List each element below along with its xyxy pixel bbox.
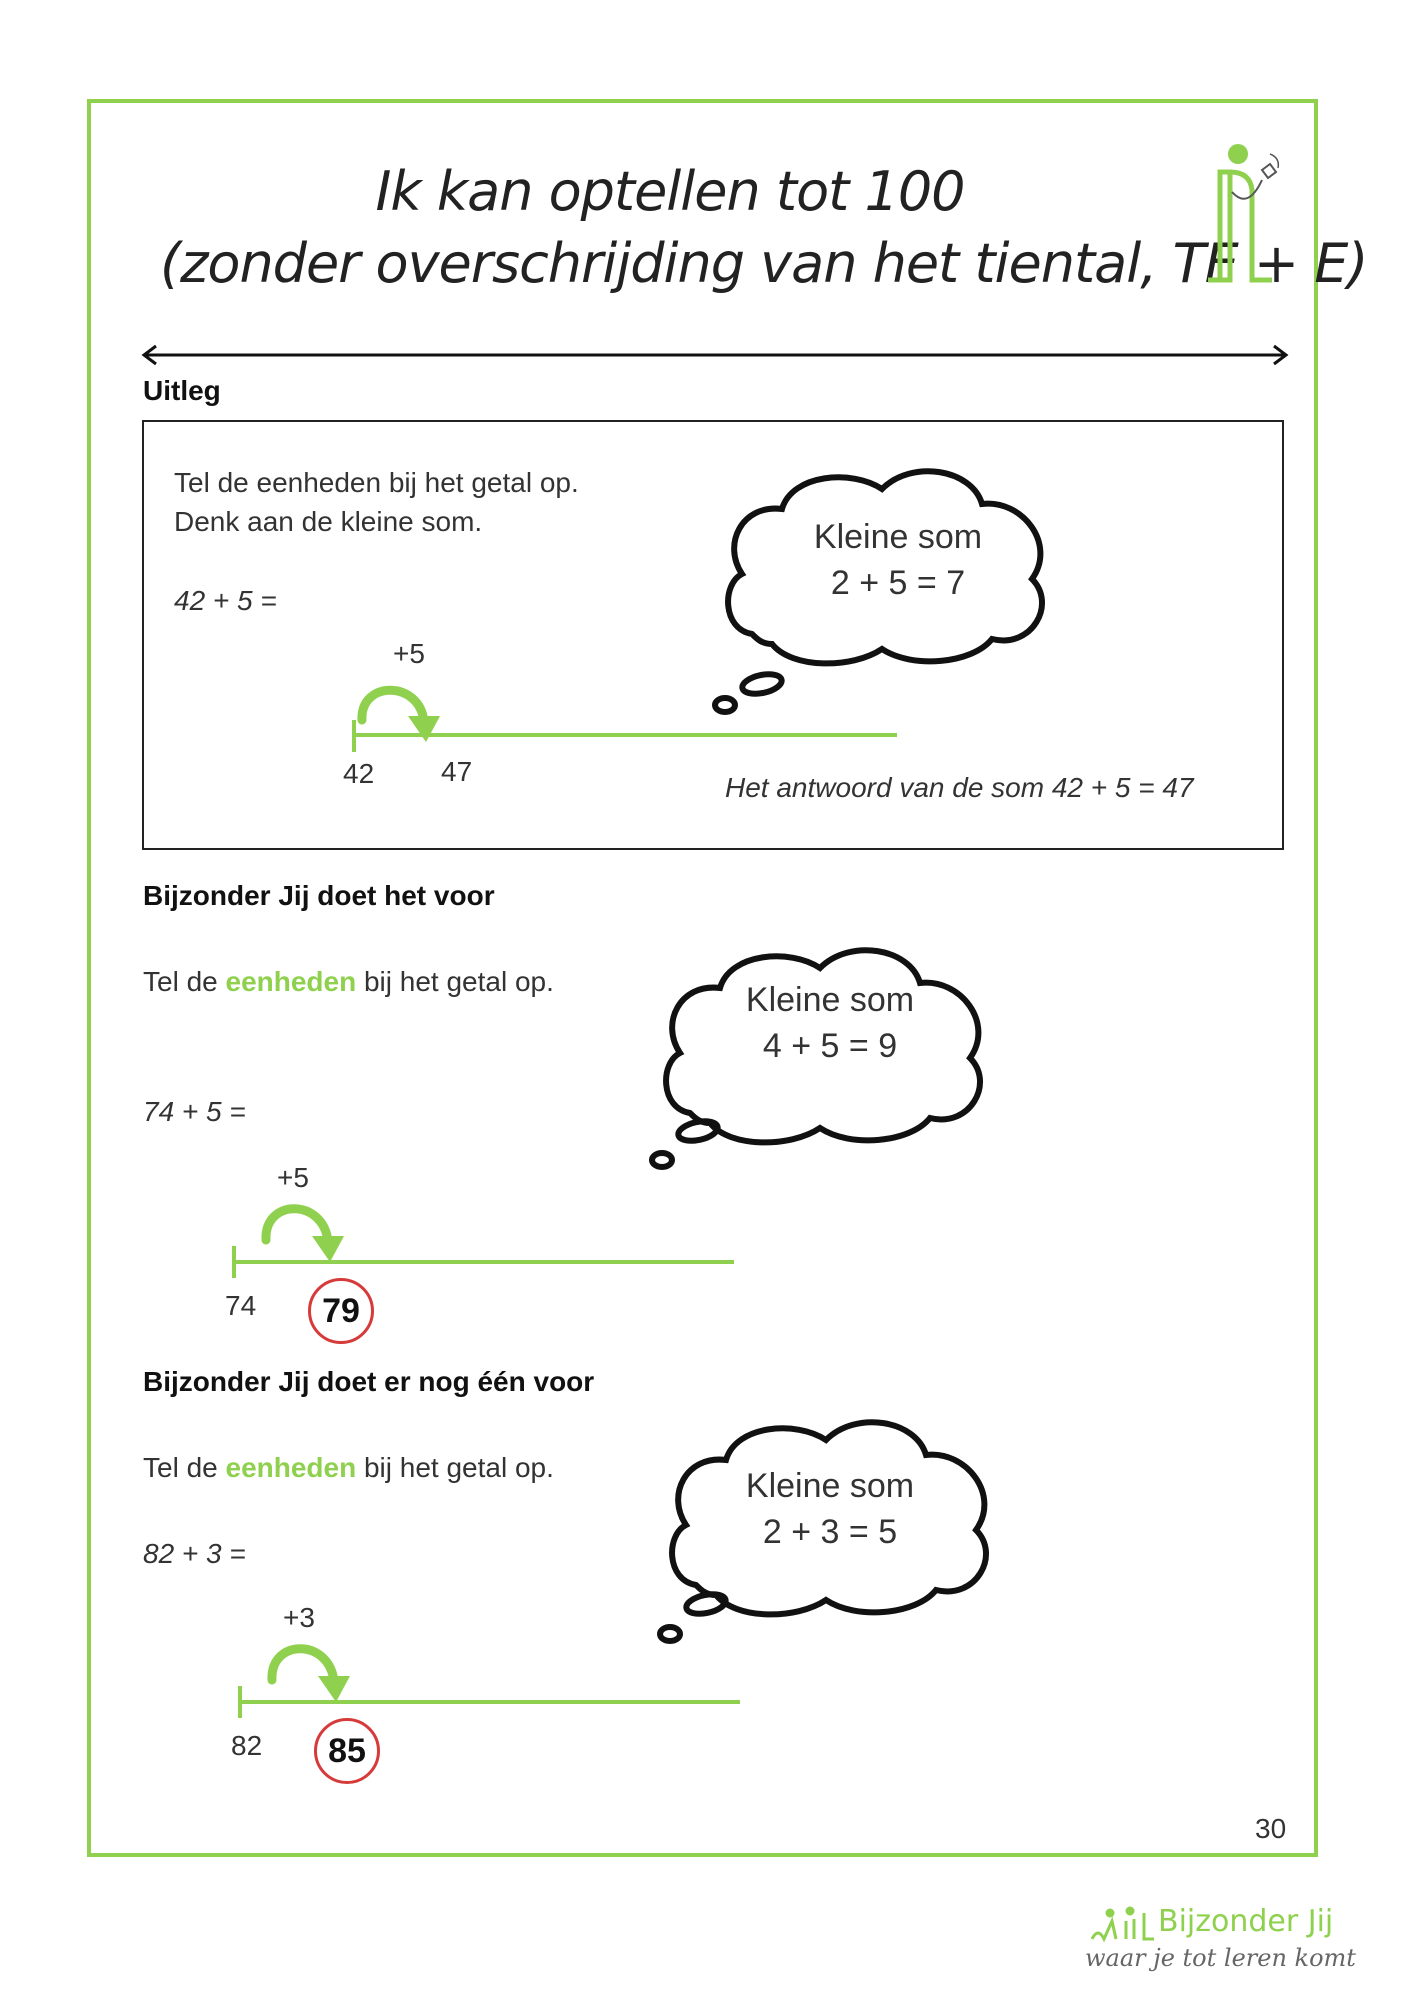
example2-instruction-start: Tel de — [143, 1452, 226, 1483]
example2-jump-label: +3 — [283, 1602, 315, 1633]
explanation-start-number: 42 — [343, 758, 375, 789]
explanation-sum: 42 + 5 = — [174, 585, 277, 616]
logo-text: Bijzonder Jij — [1158, 1904, 1334, 1939]
example1-sum: 74 + 5 = — [143, 1096, 246, 1127]
example2-instruction — [143, 1452, 554, 1484]
example2-answer: 85 — [314, 1718, 380, 1784]
explanation-cloud-title: Kleine som — [813, 518, 983, 556]
logo-figures-icon — [1088, 1905, 1158, 1945]
explanation-end-number: 47 — [441, 756, 473, 787]
example2-heading: Bijzonder Jij doet er nog één voor — [143, 1366, 595, 1397]
explanation-instruction-2: Denk aan de kleine som. — [174, 506, 483, 537]
example2-cloud-sum: 2 + 3 = 5 — [762, 1513, 898, 1551]
example2-cloud-title: Kleine som — [745, 1467, 915, 1505]
example1-jump-label: +5 — [277, 1162, 309, 1193]
example1-instruction — [143, 966, 554, 998]
page-title-line1: Ik kan optellen tot 100 — [375, 160, 965, 223]
logo-tagline: waar je tot leren komt — [1085, 1944, 1356, 1972]
divider-arrow — [140, 340, 1290, 370]
example1-instruction-start: Tel de — [143, 966, 226, 997]
figure-icon — [1200, 140, 1290, 290]
example1-number-line — [220, 1200, 740, 1280]
example1-heading: Bijzonder Jij doet het voor — [143, 880, 495, 911]
explanation-jump-label: +5 — [393, 638, 425, 669]
example1-cloud-sum: 4 + 5 = 9 — [762, 1027, 898, 1065]
example1-start-number: 74 — [225, 1290, 257, 1321]
explanation-cloud-sum: 2 + 5 = 7 — [830, 564, 966, 602]
example2-sum: 82 + 3 = — [143, 1538, 246, 1569]
example2-instruction-end: bij het getal op. — [356, 1452, 554, 1483]
example1-answer: 79 — [308, 1278, 374, 1344]
explanation-heading: Uitleg — [143, 375, 221, 406]
page-number: 30 — [1255, 1813, 1287, 1844]
example2-instruction-highlight: eenheden — [225, 1452, 357, 1483]
page-title-line2: (zonder overschrijding van het tiental, TE + E) — [160, 232, 1368, 295]
example1-instruction-end: bij het getal op. — [356, 966, 554, 997]
example1-cloud-title: Kleine som — [745, 981, 915, 1019]
explanation-instruction-1: Tel de eenheden bij het getal op. — [174, 467, 579, 498]
example1-instruction-highlight: eenheden — [225, 966, 357, 997]
example2-number-line — [226, 1640, 746, 1720]
explanation-conclusion: Het antwoord van de som 42 + 5 = 47 — [725, 772, 1194, 803]
example2-start-number: 82 — [231, 1730, 263, 1761]
